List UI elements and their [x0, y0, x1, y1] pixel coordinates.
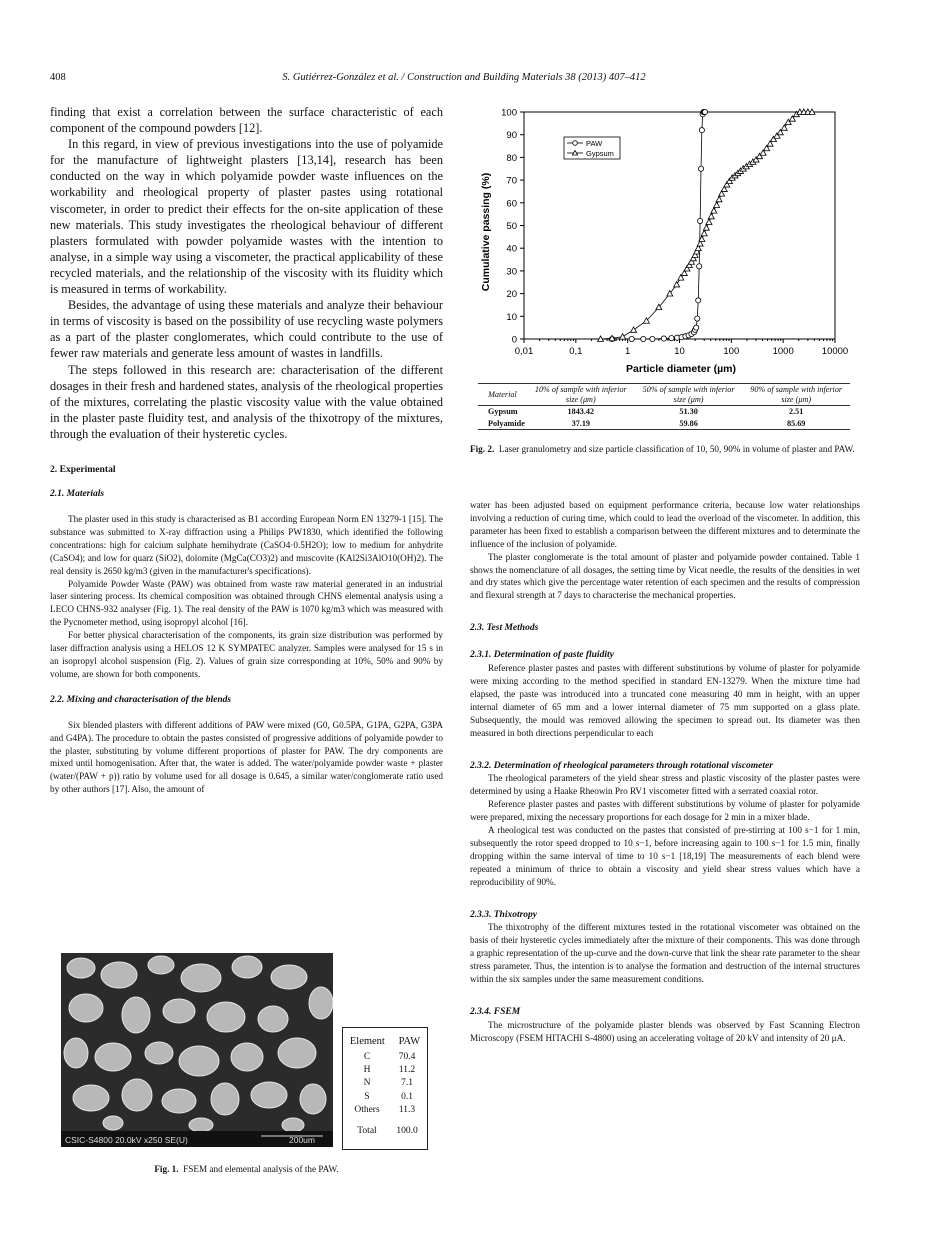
legend-label: PAW — [586, 139, 603, 148]
table-row: S 0.1 — [364, 1091, 413, 1102]
legend-marker — [573, 141, 578, 146]
x-tick-label: 100 — [723, 346, 740, 357]
data-point-paw — [694, 325, 699, 330]
intro-paragraph: finding that exist a correlation between the surface characteristic of each component of the compound powders [12]. — [50, 105, 443, 136]
data-point-paw — [702, 109, 707, 114]
data-point-paw — [698, 166, 703, 171]
table-row: Others 11.3 — [354, 1104, 416, 1115]
body-paragraph: The microstructure of the polyamide plaster blends was observed by Fast Scanning Electron Microscopy (FSEM HITACHI S-4800) using an accelerating voltage of 20 kV and intensity of 20 μA. — [470, 1019, 860, 1043]
x-tick-label: 0,1 — [569, 346, 583, 357]
table-row: Polyamide 37.19 59.86 85.69 — [478, 418, 850, 430]
table-row: Gypsum 1843.42 51.30 2.51 — [488, 407, 804, 416]
body-paragraph: Reference plaster pastes and pastes with different substitutions by volume of plaster for polyamide were prepared, mixing the necessary proportions for each dosage for 2 min in a mixer blade. — [470, 799, 860, 823]
y-tick-label: 80 — [506, 152, 517, 164]
sem-banner-text: CSIC-S4800 20.0kV x250 SE(U) — [65, 1135, 188, 1145]
data-point-paw — [697, 264, 702, 269]
subsection-heading: 2.3.2. Determination of rheological parameters through rotational viscometer — [470, 760, 773, 771]
grain-size-table — [478, 383, 850, 430]
data-point-gypsum — [620, 334, 626, 339]
data-point-paw — [696, 298, 701, 303]
body-paragraph: Six blended plasters with different additions of PAW were mixed (G0, G0.5PA, G1PA, G2PA, G3PA and G4PA). The procedure to obtain the pastes consisted of progressive additions of polyamide powder to the plaster, substituting by volume different proportions of plaster for PAW. The dry components are mixed until homogenisation. After that, the water is added. The water/polyamide powder waste + plaster (water/(PAW + p)) ratio by volume used for all dosage is 0.645, a similar water/conglomerate ratio used by other authors [17]. Also, the amount of — [50, 719, 443, 795]
subsection-heading: 2.3.3. Thixotropy — [470, 909, 538, 920]
intro-paragraph: The steps followed in this research are: characterisation of the different dosages in their fresh and hardened states, analysis of the rheological properties of the mixtures, correlating the plastic viscosity value with the value obtained in the plaster paste fluidity test, and analysis of the thixotropy of the mixtures, through the evaluation of their hysteretic cycles. — [50, 362, 443, 441]
subsection-heading: 2.1. Materials — [50, 488, 105, 499]
legend-label: Gypsum — [586, 149, 614, 158]
body-paragraph: The plaster used in this study is characterised as B1 according European Norm EN 13279-1 [15]. The substance was submitted to X-ray diffraction using a Philips PW1830, which identified the following concentrations: high for calcium sulphate hemihydrate (CaSO4·0.5H2O); low to medium for anhydrite (CaSO4); and low for quarz (SiO2), dolomite (MgCa(CO3)2) and muscovite (KAl2Si3AlO10(OH)2). The real density is 2650 kg/m3 (given in the manufacturer's specifications). — [50, 513, 443, 576]
section-heading: 2. Experimental — [50, 463, 116, 475]
table-row: H 11.2 — [363, 1065, 416, 1076]
body-paragraph: water has been adjusted based on equipment performance criteria, because low water relationships involving a reduction of curing time, which could to lead the overload of the viscometer. In addition, this parameter has been fixed to establish a comparison between the different mixtures and to determinate the influence of the inclusion of polyamide. — [470, 500, 860, 549]
fig1-caption: Fig. 1. FSEM and elemental analysis of the PAW. — [154, 1164, 339, 1174]
journal-citation: S. Gutiérrez-González et al. / Construction and Building Materials 38 (2013) 407–412 — [282, 72, 646, 83]
y-tick-label: 100 — [501, 107, 517, 119]
table-header: 10% of sample with inferior size (μm) — [527, 384, 635, 406]
x-tick-label: 1 — [625, 346, 631, 357]
data-point-paw — [699, 128, 704, 133]
x-tick-label: 1000 — [772, 346, 794, 357]
data-point-paw — [650, 336, 655, 341]
subsection-heading: 2.3.4. FSEM — [470, 1007, 521, 1017]
subsection-heading: 2.2. Mixing and characterisation of the blends — [50, 694, 232, 705]
y-tick-label: 10 — [506, 311, 517, 323]
body-paragraph: The thixotrophy of the different mixtures tested in the rotational viscometer was obtained on the basis of their hysteretic cycles immediately after the mixture of their components. This was done through a graphic representation of the up-curve and the down-curve that link the shear rate parameter to the shear stress parameter. Thus, the intention is to analyse the formation and destruction of the internal structures within the six samples under the same measurement conditions. — [470, 922, 860, 985]
data-point-gypsum — [706, 219, 712, 224]
table-header: 90% of sample with inferior size (μm) — [742, 384, 850, 406]
subsection-heading: 2.3.1. Determination of paste fluidity — [470, 650, 614, 661]
data-point-gypsum — [703, 225, 709, 230]
element-table — [342, 1027, 428, 1150]
y-tick-label: 20 — [506, 289, 517, 301]
data-point-gypsum — [714, 202, 720, 207]
x-axis-label: Particle diameter (µm) — [626, 363, 736, 375]
data-point-paw — [669, 335, 674, 340]
x-tick-label: 10 — [674, 346, 685, 357]
table-total-row: Total 100.0 — [357, 1126, 418, 1137]
sem-scale-text: 200um — [289, 1135, 315, 1145]
data-point-gypsum — [701, 230, 707, 235]
data-point-gypsum — [674, 282, 680, 287]
granulometry-chart — [470, 104, 862, 379]
body-paragraph: Reference plaster pastes and pastes with different substitutions by volume of plaster for polyamide were mixing according to the method specified in standard EN-13279. When the mixture time had elapsed, the paste was introduced into a truncated cone measuring 40 mm in height, with an upper internal diameter of 65 mm and a lower internal diameter of 75 mm supported on a glass plate. Subsequently, the mould was removed allowing the specimen to spread out. Its diameter was then measured in both directions perpendicular to each — [470, 663, 860, 738]
sem-micrograph — [61, 953, 333, 1147]
data-point-gypsum — [631, 327, 637, 332]
y-tick-label: 40 — [506, 243, 517, 255]
right-column — [470, 499, 860, 1045]
data-point-gypsum — [708, 213, 714, 218]
table-header: 50% of sample with inferior size (μm) — [635, 384, 743, 406]
data-point-paw — [641, 336, 646, 341]
body-paragraph: The rheological parameters of the yield shear stress and plastic viscosity of the plaster pastes were determined by using a Haake Rheowin Pro RV1 viscometer fitted with a serrated coaxial rotor. — [470, 773, 860, 797]
y-tick-label: 30 — [506, 266, 517, 278]
page-number: 408 — [50, 72, 66, 83]
body-paragraph: The plaster conglomerate is the total amount of plaster and polyamide powder contained. Table 1 shows the nomenclature of all dosages, the setting time by Vicat needle, the results of the densities in wet and dry states which give the percentage water retention of each specimen and the results of compression and flexural strength at 7 days to characterise the mechanical properties. — [470, 551, 860, 601]
data-point-gypsum — [716, 196, 722, 201]
y-tick-label: 60 — [506, 198, 517, 210]
y-axis-label: Cumulative passing (%) — [480, 172, 492, 292]
paw-header: PAW — [398, 1036, 421, 1047]
body-paragraph: A rheological test was conducted on the pastes that consisted of pre-stirring at 100 s−1 for 1 min, subsequently the rotor speed dropped to 10 s−1, before increasing again to 100 s−1 for 1.5 min, finally dropping within the same interval of time to 10 s−1 [18,19] The measurements of each blend were repeated a minimum of thrice to obtain a viscosity and yield shear stress values which have a reproducibility of 90%. — [470, 825, 860, 887]
table-row: N 7.1 — [363, 1078, 413, 1089]
y-tick-label: 50 — [506, 221, 517, 232]
element-header: Element — [349, 1036, 385, 1047]
data-point-gypsum — [711, 208, 717, 213]
fig2-caption: Fig. 2. Laser granulometry and size particle classification of 10, 50, 90% in volume of plaster and PAW. — [470, 444, 855, 454]
x-tick-label: 10000 — [821, 346, 849, 357]
body-paragraph: Polyamide Powder Waste (PAW) was obtained from waste raw material generated in an industrial laser sintering process. Its chemical composition was obtained through CHNS elemental analysis using a LECO CHNS-932 analyser (Fig. 1). The real density of the PAW is 1070 kg/m3 which was measured with the Pycnometer method, using isopropyl alcohol [16]. — [50, 578, 443, 628]
x-tick-label: 0,01 — [514, 346, 534, 357]
y-tick-label: 90 — [506, 130, 517, 142]
data-point-paw — [661, 336, 666, 341]
body-paragraph: For better physical characterisation of the components, its grain size distribution was performed by laser diffraction analysis using a HELOS 12 K SYMPATEC analyzer. Samples were analysed for 15 s in an isopropyl alcohol suspension (Fig. 2). Values of grain size corresponding at 10%, 50% and 90% by volume, are shown for both components. — [50, 630, 443, 679]
data-point-gypsum — [781, 125, 787, 130]
table-header: Material — [478, 384, 527, 406]
data-point-paw — [695, 316, 700, 321]
y-tick-label: 70 — [506, 175, 517, 187]
left-column — [50, 104, 443, 796]
data-point-paw — [629, 336, 634, 341]
table-row: C 70.4 — [363, 1052, 416, 1062]
subsection-heading: 2.3. Test Methods — [470, 623, 539, 634]
intro-paragraph: In this regard, in view of previous investigations into the use of polyamide for the manufacture of lightweight plasters [13,14], research has been conducted on the way in which polyamide powder waste influences on the workability and rheological property of plaster pastes using rotational viscometer, in order to predict their effects for the on-site application of these new materials. This study investigates the rheological behaviour of different plasters formulated with powder polyamide wastes with the intention to analyse, in a simple way using a viscometer, the practical applicability of these recycled materials, and the relationship of the viscosity with its fluidity which is measured in terms of workability. — [50, 137, 443, 297]
y-tick-label: 0 — [511, 334, 517, 346]
data-point-paw — [698, 218, 703, 223]
intro-paragraph: Besides, the advantage of using these materials and analyze their behaviour in terms of viscosity is based on the possibility of use recycling waste polymers as a part of the plaster conglomerates, which could contribute to the use of fewer raw materials and generate less amount of wastes in landfills. — [50, 298, 443, 361]
